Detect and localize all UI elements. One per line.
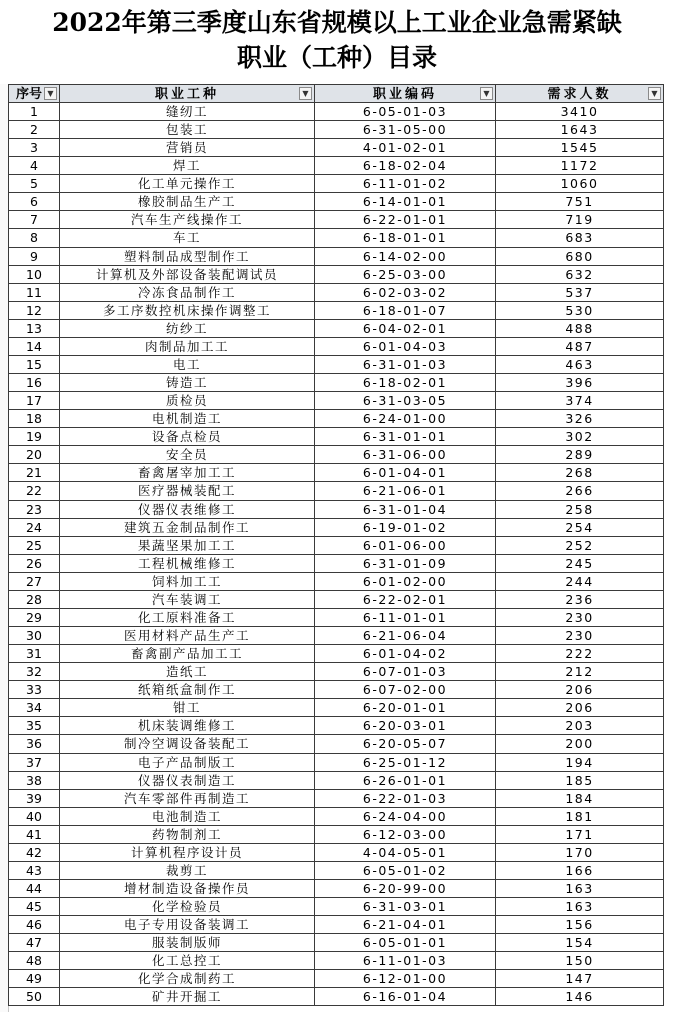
cell-seq[interactable]: 45 [8, 898, 60, 916]
cell-code[interactable]: 6-21-06-04 [315, 627, 496, 645]
cell-code[interactable]: 6-20-03-01 [315, 717, 496, 735]
cell-occupation[interactable]: 畜禽副产品加工工 [60, 645, 315, 663]
table-row [8, 609, 664, 627]
cell-occupation[interactable]: 机床装调维修工 [60, 717, 315, 735]
table-row [8, 663, 664, 681]
cell-demand[interactable]: 236 [496, 591, 664, 609]
cell-code[interactable]: 6-05-01-03 [315, 103, 496, 121]
cell-code[interactable]: 6-01-04-03 [315, 338, 496, 356]
cell-seq[interactable]: 12 [8, 302, 60, 320]
cell-demand[interactable]: 1060 [496, 175, 664, 193]
cell-code[interactable]: 6-05-01-02 [315, 862, 496, 880]
cell-code[interactable]: 6-22-02-01 [315, 591, 496, 609]
cell-seq[interactable]: 23 [8, 501, 60, 519]
cell-seq[interactable]: 31 [8, 645, 60, 663]
cell-demand[interactable]: 194 [496, 754, 664, 772]
cell-occupation[interactable]: 电池制造工 [60, 808, 315, 826]
table-row [8, 320, 664, 338]
table-row [8, 717, 664, 735]
cell-occupation[interactable]: 矿井开掘工 [60, 988, 315, 1006]
table-row [8, 880, 664, 898]
cell-demand[interactable]: 530 [496, 302, 664, 320]
cell-occupation[interactable]: 冷冻食品制作工 [60, 284, 315, 302]
cell-code[interactable]: 6-01-02-00 [315, 573, 496, 591]
cell-seq[interactable]: 28 [8, 591, 60, 609]
cell-seq[interactable]: 19 [8, 428, 60, 446]
table-row [8, 808, 664, 826]
table-row [8, 175, 664, 193]
table-row [8, 790, 664, 808]
cell-demand[interactable]: 374 [496, 392, 664, 410]
table-row [8, 121, 664, 139]
cell-seq[interactable]: 38 [8, 772, 60, 790]
cell-demand[interactable]: 171 [496, 826, 664, 844]
cell-demand[interactable]: 326 [496, 410, 664, 428]
cell-demand[interactable]: 244 [496, 573, 664, 591]
table-row [8, 338, 664, 356]
cell-code[interactable]: 6-20-05-07 [315, 735, 496, 753]
cell-occupation[interactable]: 汽车生产线操作工 [60, 211, 315, 229]
cell-code[interactable]: 6-05-01-01 [315, 934, 496, 952]
cell-demand[interactable]: 537 [496, 284, 664, 302]
header-demand-label: 需求人数 [547, 87, 612, 102]
cell-occupation[interactable]: 电工 [60, 356, 315, 374]
header-code-label: 职业编码 [372, 87, 437, 102]
cell-seq[interactable]: 26 [8, 555, 60, 573]
cell-seq[interactable]: 20 [8, 446, 60, 464]
cell-seq[interactable]: 17 [8, 392, 60, 410]
cell-occupation[interactable]: 钳工 [60, 699, 315, 717]
cell-seq[interactable]: 48 [8, 952, 60, 970]
cell-code[interactable]: 6-02-03-02 [315, 284, 496, 302]
cell-seq[interactable]: 36 [8, 735, 60, 753]
cell-code[interactable]: 6-01-04-01 [315, 464, 496, 482]
table-row [8, 898, 664, 916]
table-row [8, 374, 664, 392]
cell-seq[interactable]: 18 [8, 410, 60, 428]
cell-occupation[interactable]: 肉制品加工工 [60, 338, 315, 356]
table-row [8, 844, 664, 862]
cell-occupation[interactable]: 安全员 [60, 446, 315, 464]
cell-demand[interactable]: 751 [496, 193, 664, 211]
cell-occupation[interactable]: 设备点检员 [60, 428, 315, 446]
cell-code[interactable]: 6-07-02-00 [315, 681, 496, 699]
cell-demand[interactable]: 163 [496, 880, 664, 898]
header-seq[interactable] [8, 84, 60, 103]
cell-occupation[interactable]: 化工总控工 [60, 952, 315, 970]
cell-code[interactable]: 6-11-01-03 [315, 952, 496, 970]
table-row [8, 103, 664, 121]
cell-seq[interactable]: 11 [8, 284, 60, 302]
cell-demand[interactable]: 680 [496, 248, 664, 266]
cell-code[interactable]: 6-31-01-09 [315, 555, 496, 573]
cell-occupation[interactable]: 饲料加工工 [60, 573, 315, 591]
cell-code[interactable]: 6-14-02-00 [315, 248, 496, 266]
cell-occupation[interactable]: 纺纱工 [60, 320, 315, 338]
cell-demand[interactable]: 683 [496, 229, 664, 247]
cell-seq[interactable]: 46 [8, 916, 60, 934]
cell-demand[interactable]: 289 [496, 446, 664, 464]
cell-code[interactable]: 6-31-03-01 [315, 898, 496, 916]
header-code[interactable] [315, 84, 496, 103]
cell-seq[interactable]: 37 [8, 754, 60, 772]
cell-occupation[interactable]: 电子专用设备装调工 [60, 916, 315, 934]
cell-demand[interactable]: 258 [496, 501, 664, 519]
cell-demand[interactable]: 302 [496, 428, 664, 446]
cell-occupation[interactable]: 制冷空调设备装配工 [60, 735, 315, 753]
cell-occupation[interactable]: 汽车装调工 [60, 591, 315, 609]
cell-demand[interactable]: 463 [496, 356, 664, 374]
cell-demand[interactable]: 222 [496, 645, 664, 663]
cell-occupation[interactable]: 缝纫工 [60, 103, 315, 121]
cell-code[interactable]: 6-24-04-00 [315, 808, 496, 826]
cell-seq[interactable]: 7 [8, 211, 60, 229]
cell-occupation[interactable]: 电机制造工 [60, 410, 315, 428]
table-row [8, 988, 664, 1006]
cell-demand[interactable]: 206 [496, 681, 664, 699]
cell-occupation[interactable]: 工程机械维修工 [60, 555, 315, 573]
cell-code[interactable]: 6-12-01-00 [315, 970, 496, 988]
cell-code[interactable]: 6-18-02-01 [315, 374, 496, 392]
cell-demand[interactable]: 1545 [496, 139, 664, 157]
cell-code[interactable]: 6-18-01-01 [315, 229, 496, 247]
cell-occupation[interactable]: 仪器仪表制造工 [60, 772, 315, 790]
cell-code[interactable]: 6-01-04-02 [315, 645, 496, 663]
cell-occupation[interactable]: 裁剪工 [60, 862, 315, 880]
cell-seq[interactable]: 34 [8, 699, 60, 717]
cell-code[interactable]: 6-11-01-01 [315, 609, 496, 627]
cell-demand[interactable]: 268 [496, 464, 664, 482]
cell-seq[interactable]: 39 [8, 790, 60, 808]
cell-occupation[interactable]: 畜禽屠宰加工工 [60, 464, 315, 482]
cell-demand[interactable]: 170 [496, 844, 664, 862]
cell-code[interactable]: 6-21-04-01 [315, 916, 496, 934]
cell-seq[interactable]: 9 [8, 248, 60, 266]
cell-seq[interactable]: 10 [8, 266, 60, 284]
cell-occupation[interactable]: 医用材料产品生产工 [60, 627, 315, 645]
cell-code[interactable]: 6-04-02-01 [315, 320, 496, 338]
cell-occupation[interactable]: 铸造工 [60, 374, 315, 392]
cell-demand[interactable]: 200 [496, 735, 664, 753]
cell-code[interactable]: 4-01-02-01 [315, 139, 496, 157]
table-row [8, 284, 664, 302]
cell-occupation[interactable]: 营销员 [60, 139, 315, 157]
chevron-down-icon[interactable]: ▼ [648, 87, 661, 100]
table-row [8, 302, 664, 320]
page-title [0, 0, 674, 84]
cell-seq[interactable]: 25 [8, 537, 60, 555]
cell-seq[interactable]: 47 [8, 934, 60, 952]
table-row [8, 699, 664, 717]
cell-seq[interactable]: 24 [8, 519, 60, 537]
table-row [8, 266, 664, 284]
cell-occupation[interactable]: 橡胶制品生产工 [60, 193, 315, 211]
cell-seq[interactable]: 13 [8, 320, 60, 338]
cell-seq[interactable]: 49 [8, 970, 60, 988]
cell-code[interactable]: 6-22-01-01 [315, 211, 496, 229]
cell-demand[interactable]: 230 [496, 627, 664, 645]
cell-occupation[interactable]: 汽车零部件再制造工 [60, 790, 315, 808]
cell-occupation[interactable]: 医疗器械装配工 [60, 482, 315, 500]
cell-seq[interactable]: 29 [8, 609, 60, 627]
cell-code[interactable]: 6-12-03-00 [315, 826, 496, 844]
cell-demand[interactable]: 245 [496, 555, 664, 573]
header-seq-label: 序号 [15, 87, 42, 102]
header-demand[interactable] [496, 84, 664, 103]
cell-seq[interactable]: 43 [8, 862, 60, 880]
cell-demand[interactable]: 212 [496, 663, 664, 681]
cell-code[interactable]: 4-04-05-01 [315, 844, 496, 862]
cell-seq[interactable]: 21 [8, 464, 60, 482]
cell-occupation[interactable]: 质检员 [60, 392, 315, 410]
title-line-2: 职业（工种）目录 [236, 43, 437, 72]
cell-occupation[interactable]: 增材制造设备操作员 [60, 880, 315, 898]
table-row [8, 573, 664, 591]
cell-demand[interactable]: 156 [496, 916, 664, 934]
cell-code[interactable]: 6-24-01-00 [315, 410, 496, 428]
cell-seq[interactable]: 14 [8, 338, 60, 356]
table-row [8, 229, 664, 247]
table-row [8, 645, 664, 663]
cell-occupation[interactable]: 化学合成制药工 [60, 970, 315, 988]
header-row [8, 84, 664, 103]
table-row [8, 428, 664, 446]
cell-seq[interactable]: 5 [8, 175, 60, 193]
cell-code[interactable]: 6-20-99-00 [315, 880, 496, 898]
cell-seq[interactable]: 41 [8, 826, 60, 844]
cell-demand[interactable]: 181 [496, 808, 664, 826]
cell-demand[interactable]: 166 [496, 862, 664, 880]
header-occupation-label: 职业工种 [154, 87, 219, 102]
cell-demand[interactable]: 488 [496, 320, 664, 338]
table-row [8, 356, 664, 374]
table-row [8, 735, 664, 753]
cell-code[interactable]: 6-14-01-01 [315, 193, 496, 211]
table-row [8, 410, 664, 428]
table-row [8, 934, 664, 952]
cell-code[interactable]: 6-25-03-00 [315, 266, 496, 284]
cell-code[interactable]: 6-07-01-03 [315, 663, 496, 681]
cell-demand[interactable]: 203 [496, 717, 664, 735]
table-row [8, 501, 664, 519]
cell-occupation[interactable]: 车工 [60, 229, 315, 247]
table-row [8, 970, 664, 988]
cell-occupation[interactable]: 塑料制品成型制作工 [60, 248, 315, 266]
cell-occupation[interactable]: 药物制剂工 [60, 826, 315, 844]
cell-occupation[interactable]: 包装工 [60, 121, 315, 139]
cell-seq[interactable]: 6 [8, 193, 60, 211]
cell-seq[interactable]: 44 [8, 880, 60, 898]
cell-demand[interactable]: 1172 [496, 157, 664, 175]
cell-seq[interactable]: 8 [8, 229, 60, 247]
table-row [8, 139, 664, 157]
cell-occupation[interactable]: 果蔬坚果加工工 [60, 537, 315, 555]
chevron-down-icon[interactable]: ▼ [299, 87, 312, 100]
cell-demand[interactable]: 150 [496, 952, 664, 970]
cell-demand[interactable]: 632 [496, 266, 664, 284]
cell-occupation[interactable]: 建筑五金制品制作工 [60, 519, 315, 537]
cell-occupation[interactable]: 造纸工 [60, 663, 315, 681]
cell-occupation[interactable]: 化工原料准备工 [60, 609, 315, 627]
cell-demand[interactable]: 3410 [496, 103, 664, 121]
chevron-down-icon[interactable]: ▼ [480, 87, 493, 100]
cell-seq[interactable]: 3 [8, 139, 60, 157]
table-row [8, 537, 664, 555]
cell-demand[interactable]: 154 [496, 934, 664, 952]
cell-occupation[interactable]: 计算机及外部设备装配调试员 [60, 266, 315, 284]
cell-seq[interactable]: 40 [8, 808, 60, 826]
cell-demand[interactable]: 396 [496, 374, 664, 392]
cell-code[interactable]: 6-19-01-02 [315, 519, 496, 537]
cell-code[interactable]: 6-31-05-00 [315, 121, 496, 139]
table-row [8, 555, 664, 573]
cell-seq[interactable]: 33 [8, 681, 60, 699]
cell-occupation[interactable]: 服装制版师 [60, 934, 315, 952]
table-row [8, 627, 664, 645]
cell-demand[interactable]: 184 [496, 790, 664, 808]
cell-seq[interactable]: 50 [8, 988, 60, 1006]
cell-seq[interactable]: 35 [8, 717, 60, 735]
cell-seq[interactable]: 27 [8, 573, 60, 591]
header-occupation[interactable] [60, 84, 315, 103]
cell-code[interactable]: 6-20-01-01 [315, 699, 496, 717]
cell-code[interactable]: 6-11-01-02 [315, 175, 496, 193]
cell-occupation[interactable]: 电子产品制版工 [60, 754, 315, 772]
cell-seq[interactable]: 30 [8, 627, 60, 645]
table-row [8, 519, 664, 537]
cell-occupation[interactable]: 仪器仪表维修工 [60, 501, 315, 519]
table-row [8, 464, 664, 482]
cell-demand[interactable]: 230 [496, 609, 664, 627]
chevron-down-icon[interactable]: ▼ [44, 87, 57, 100]
cell-seq[interactable]: 15 [8, 356, 60, 374]
table-row [8, 248, 664, 266]
table-row [8, 754, 664, 772]
cell-code[interactable]: 6-16-01-04 [315, 988, 496, 1006]
cell-demand[interactable]: 719 [496, 211, 664, 229]
cell-code[interactable]: 6-31-01-04 [315, 501, 496, 519]
table-row [8, 952, 664, 970]
cell-seq[interactable]: 1 [8, 103, 60, 121]
table-row [8, 862, 664, 880]
cell-seq[interactable]: 32 [8, 663, 60, 681]
cell-occupation[interactable]: 焊工 [60, 157, 315, 175]
cell-code[interactable]: 6-31-06-00 [315, 446, 496, 464]
cell-code[interactable]: 6-22-01-03 [315, 790, 496, 808]
cell-demand[interactable]: 254 [496, 519, 664, 537]
cell-occupation[interactable]: 纸箱纸盒制作工 [60, 681, 315, 699]
cell-demand[interactable]: 252 [496, 537, 664, 555]
cell-demand[interactable]: 206 [496, 699, 664, 717]
title-line-1: 2022年第三季度山东省规模以上工业企业急需紧缺 [52, 8, 622, 37]
table-row [8, 211, 664, 229]
cell-occupation[interactable]: 化学检验员 [60, 898, 315, 916]
spreadsheet-grid [0, 84, 674, 1012]
cell-code[interactable]: 6-31-03-05 [315, 392, 496, 410]
cell-code[interactable]: 6-18-01-07 [315, 302, 496, 320]
cell-code[interactable]: 6-21-06-01 [315, 482, 496, 500]
table-row [8, 193, 664, 211]
cell-occupation[interactable]: 计算机程序设计员 [60, 844, 315, 862]
cell-code[interactable]: 6-25-01-12 [315, 754, 496, 772]
cell-demand[interactable]: 185 [496, 772, 664, 790]
cell-demand[interactable]: 1643 [496, 121, 664, 139]
table-row [8, 392, 664, 410]
cell-seq[interactable]: 16 [8, 374, 60, 392]
table-row [8, 446, 664, 464]
cell-code[interactable]: 6-31-01-03 [315, 356, 496, 374]
cell-demand[interactable]: 146 [496, 988, 664, 1006]
table-row [8, 591, 664, 609]
table-row [8, 826, 664, 844]
cell-occupation[interactable]: 多工序数控机床操作调整工 [60, 302, 315, 320]
table-row [8, 916, 664, 934]
cell-code[interactable]: 6-01-06-00 [315, 537, 496, 555]
table-row [8, 681, 664, 699]
cell-occupation[interactable]: 化工单元操作工 [60, 175, 315, 193]
cell-seq[interactable]: 42 [8, 844, 60, 862]
cell-demand[interactable]: 266 [496, 482, 664, 500]
table-row [8, 482, 664, 500]
cell-code[interactable]: 6-26-01-01 [315, 772, 496, 790]
cell-demand[interactable]: 487 [496, 338, 664, 356]
table-row [8, 772, 664, 790]
cell-seq[interactable]: 4 [8, 157, 60, 175]
cell-demand[interactable]: 147 [496, 970, 664, 988]
cell-seq[interactable]: 2 [8, 121, 60, 139]
cell-code[interactable]: 6-31-01-01 [315, 428, 496, 446]
cell-demand[interactable]: 163 [496, 898, 664, 916]
table-row [8, 157, 664, 175]
cell-code[interactable]: 6-18-02-04 [315, 157, 496, 175]
cell-seq[interactable]: 22 [8, 482, 60, 500]
